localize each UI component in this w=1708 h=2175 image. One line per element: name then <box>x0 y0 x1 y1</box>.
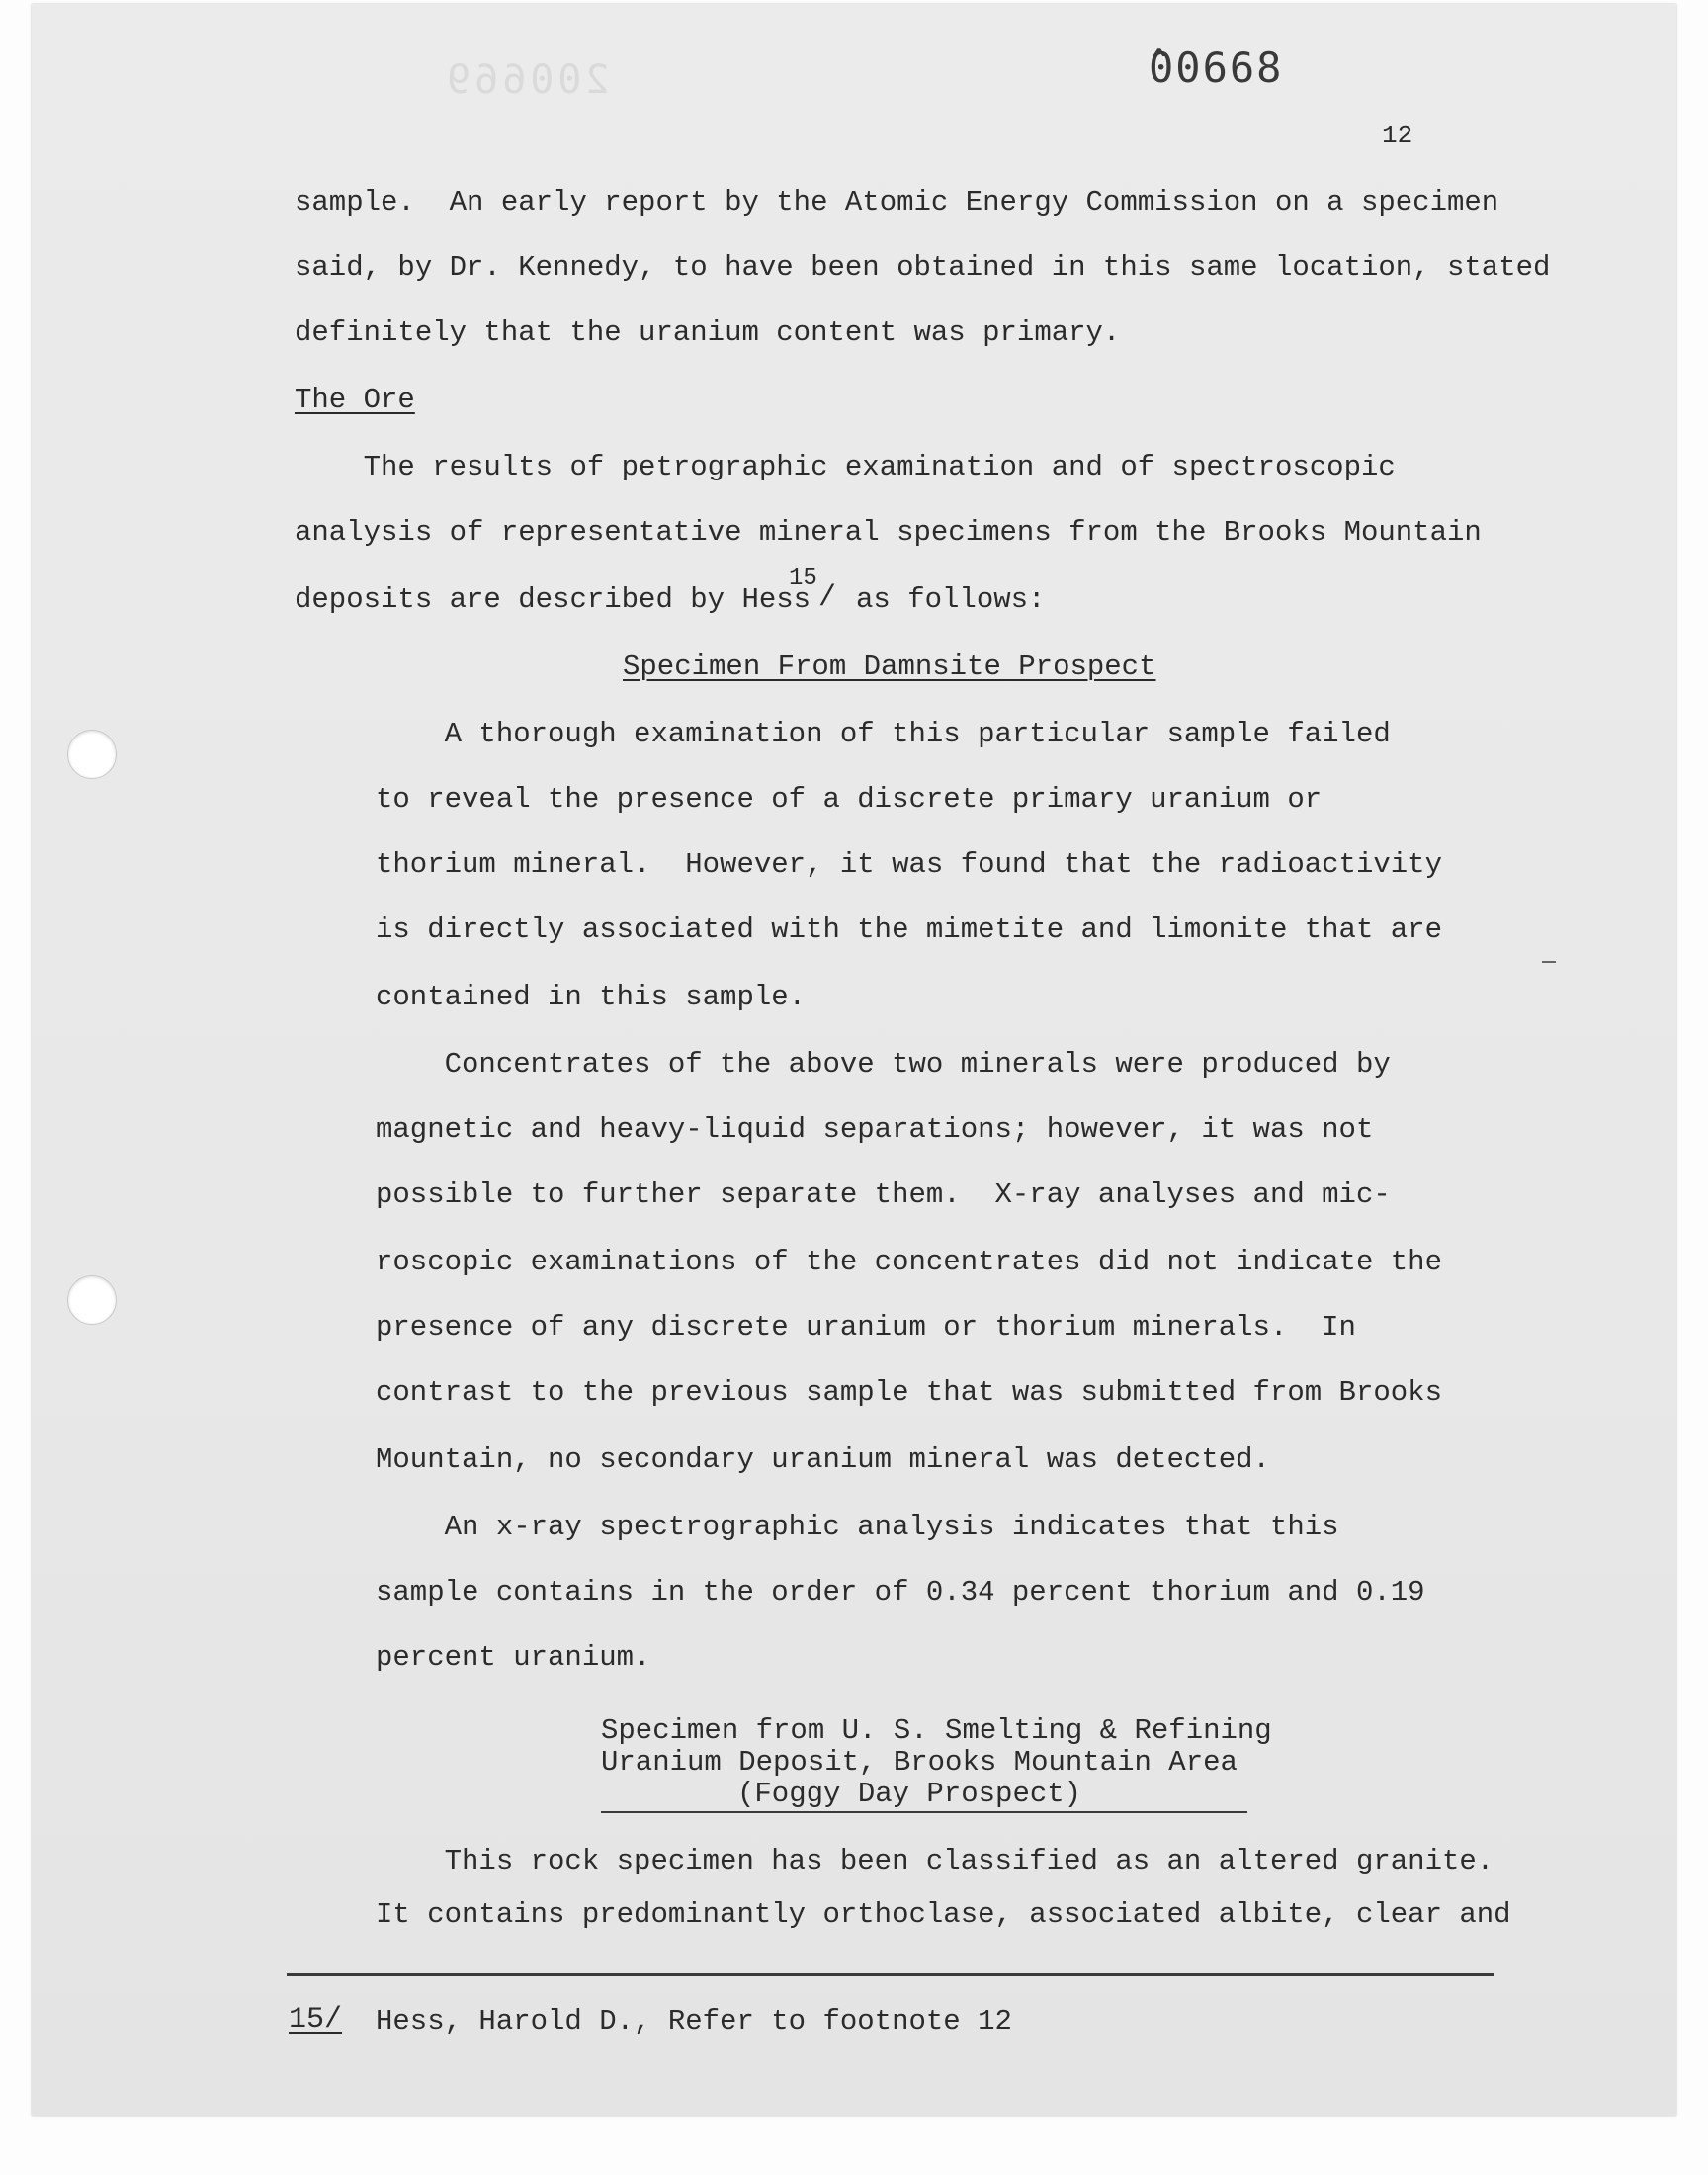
specimen-1-para1-line-5: contained in this sample. <box>376 981 807 1013</box>
specimen-1-heading: Specimen From Damnsite Prospect <box>623 651 1156 683</box>
specimen-1-para3-line-3: percent uranium. <box>376 1641 651 1674</box>
section-para-line-1: The results of petrographic examination and of spectroscopic <box>295 451 1396 483</box>
section-para-line-2: analysis of representative mineral specimens from the Brooks Mountain <box>295 516 1482 549</box>
punch-hole-top <box>67 730 117 779</box>
footnote-marker: 15/ <box>289 2003 343 2037</box>
specimen-1-para1-line-3: thorium mineral. However, it was found that the radioactivity <box>376 848 1442 881</box>
specimen-2-heading-line-2: Uranium Deposit, Brooks Mountain Area <box>601 1746 1238 1779</box>
section-para-line-3-start: deposits are described by Hess <box>295 583 811 616</box>
intro-line-1: sample. An early report by the Atomic Energy Commission on a specimen <box>295 186 1499 218</box>
section-heading: The Ore <box>295 384 415 416</box>
page-number: 12 <box>1382 121 1413 150</box>
footnote-separator <box>287 1973 1494 1976</box>
specimen-1-para3-line-2: sample contains in the order of 0.34 percent thorium and 0.19 <box>376 1576 1425 1609</box>
specimen-1-para3-line-1: An x-ray spectrographic analysis indicates that this <box>376 1511 1339 1543</box>
specimen-1-para1-line-1: A thorough examination of this particular sample failed <box>376 718 1391 750</box>
document-number: ̂00668 <box>1147 44 1284 92</box>
specimen-1-para2-line-6: contrast to the previous sample that was submitted from Brooks <box>376 1376 1442 1409</box>
specimen-1-para2-line-2: magnetic and heavy-liquid separations; however, it was not <box>376 1113 1374 1146</box>
section-para-line-3-end: as follows: <box>856 583 1046 616</box>
margin-mark <box>1542 961 1556 963</box>
footnote-superscript: 15 <box>789 566 817 592</box>
specimen-1-para2-line-5: presence of any discrete uranium or thorium minerals. In <box>376 1311 1356 1344</box>
specimen-2-heading-line-3: (Foggy Day Prospect) <box>737 1778 1082 1810</box>
specimen-1-para2-line-3: possible to further separate them. X-ray analyses and mic- <box>376 1178 1391 1211</box>
footnote-text: Hess, Harold D., Refer to footnote 12 <box>376 2005 1012 2038</box>
specimen-2-heading-underline <box>601 1811 1247 1813</box>
footnote-slash: / <box>818 581 837 615</box>
intro-line-2: said, by Dr. Kennedy, to have been obtained in this same location, stated <box>295 251 1551 284</box>
bleed-through-number: 200669 <box>443 57 610 103</box>
specimen-1-para1-line-2: to reveal the presence of a discrete primary uranium or <box>376 783 1323 816</box>
specimen-1-para2-line-1: Concentrates of the above two minerals were produced by <box>376 1048 1391 1081</box>
specimen-2-para-line-1: This rock specimen has been classified as an altered granite. <box>376 1845 1494 1877</box>
specimen-1-para2-line-4: roscopic examinations of the concentrates did not indicate the <box>376 1246 1442 1278</box>
specimen-2-para-line-2: It contains predominantly orthoclase, associated albite, clear and <box>376 1898 1511 1931</box>
specimen-1-para2-line-7: Mountain, no secondary uranium mineral was detected. <box>376 1443 1270 1476</box>
punch-hole-bottom <box>67 1275 117 1325</box>
specimen-1-para1-line-4: is directly associated with the mimetite and limonite that are <box>376 914 1442 946</box>
specimen-2-heading-line-1: Specimen from U. S. Smelting & Refining <box>601 1714 1272 1747</box>
intro-line-3: definitely that the uranium content was primary. <box>295 316 1121 349</box>
